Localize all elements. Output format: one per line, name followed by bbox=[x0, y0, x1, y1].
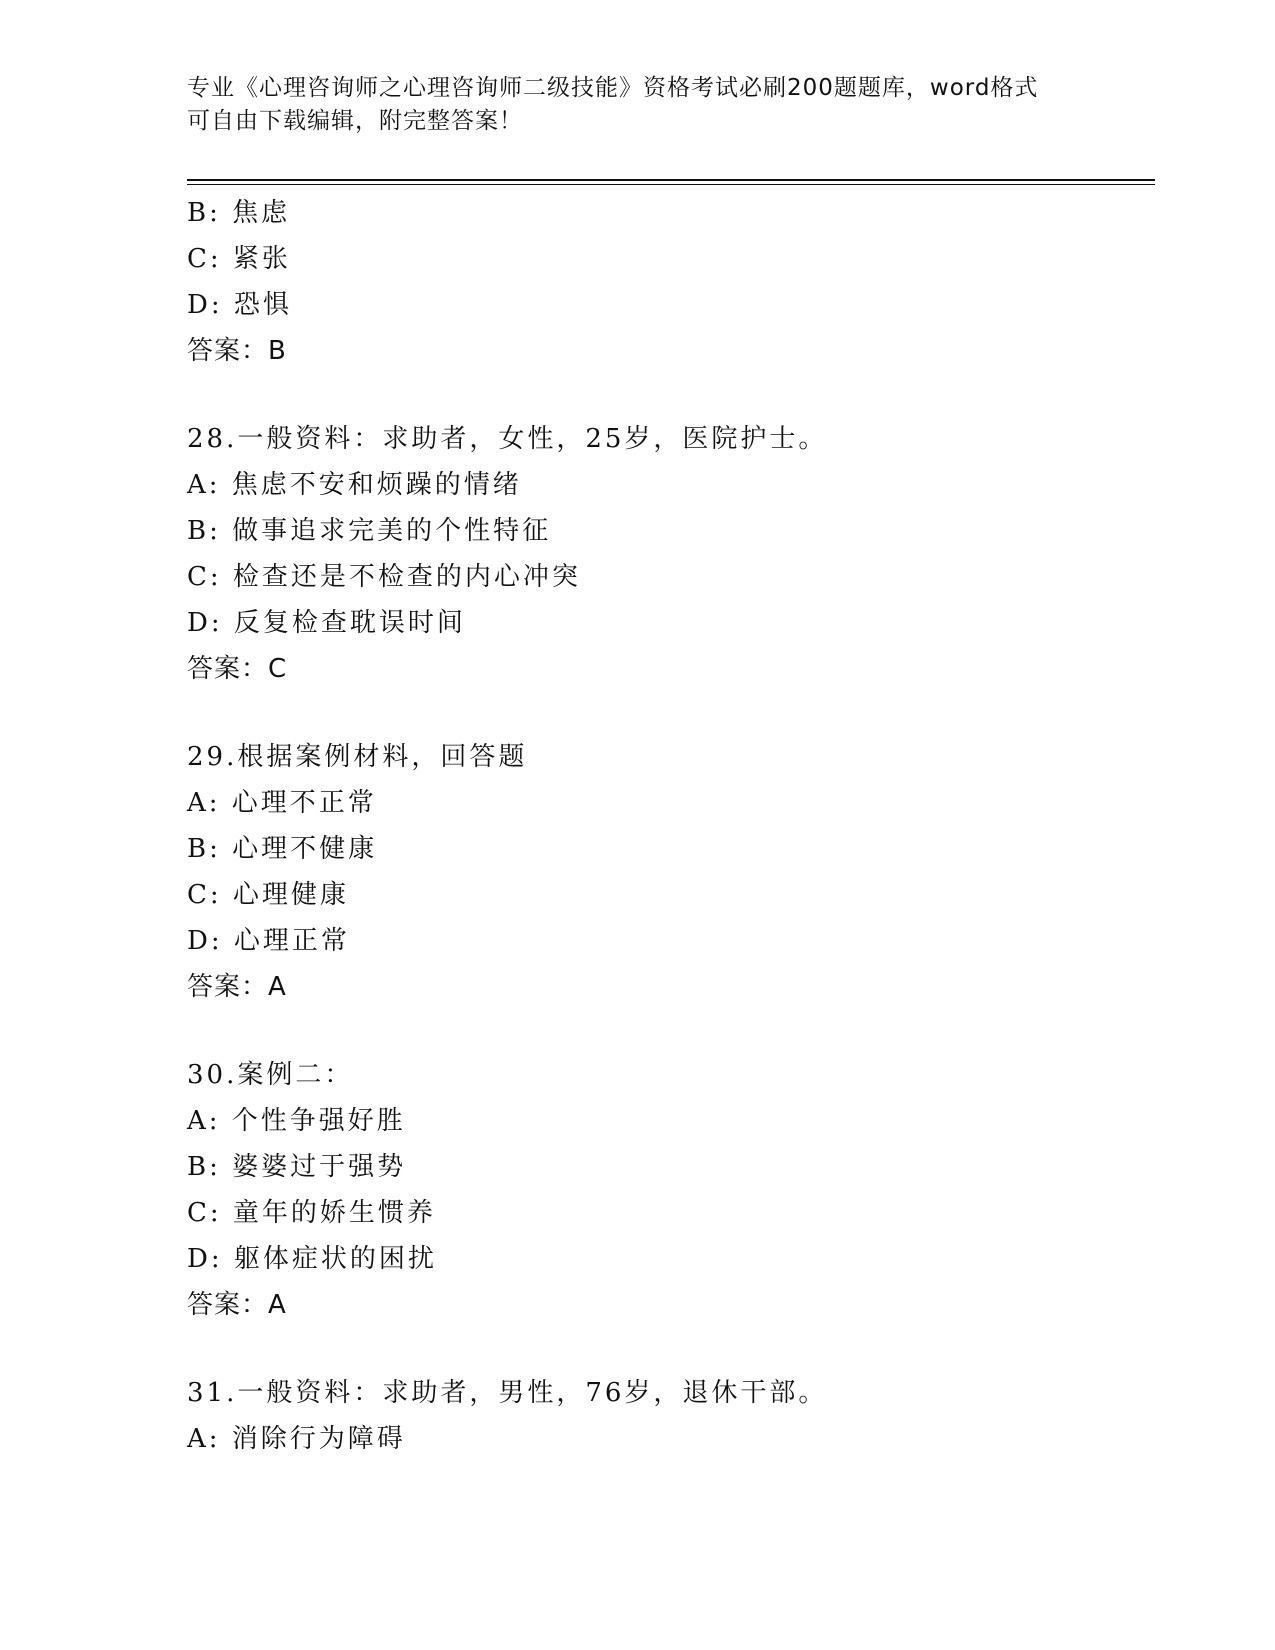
question-block bbox=[187, 1052, 1147, 1328]
option-line: D: 反复检查耽误时间 bbox=[187, 608, 466, 638]
question-block bbox=[187, 416, 1147, 692]
answer-line: 答案：C bbox=[187, 654, 288, 684]
question-content bbox=[187, 190, 1147, 1462]
option-line: C: 检查还是不检查的内心冲突 bbox=[187, 562, 581, 592]
question-block bbox=[187, 734, 1147, 1010]
question-stem: 30.案例二： bbox=[187, 1060, 354, 1090]
answer-line: 答案：B bbox=[187, 336, 287, 366]
answer-line: 答案：A bbox=[187, 1290, 287, 1320]
option-line: A: 心理不正常 bbox=[187, 788, 377, 818]
option-line: A: 消除行为障碍 bbox=[187, 1424, 406, 1454]
answer-line: 答案：A bbox=[187, 972, 287, 1002]
question-stem: 31.一般资料：求助者，男性，76岁，退休干部。 bbox=[187, 1378, 828, 1408]
option-line: A: 焦虑不安和烦躁的情绪 bbox=[187, 470, 522, 500]
question-stem: 29.根据案例材料，回答题 bbox=[187, 742, 528, 772]
header-divider bbox=[187, 179, 1155, 181]
header-divider-thin bbox=[187, 184, 1155, 185]
option-line: B: 做事追求完美的个性特征 bbox=[187, 516, 552, 546]
option-line: D: 心理正常 bbox=[187, 926, 350, 956]
option-line: B: 焦虑 bbox=[187, 198, 291, 228]
option-line: C: 心理健康 bbox=[187, 880, 349, 910]
option-line: B: 心理不健康 bbox=[187, 834, 378, 864]
option-line: B: 婆婆过于强势 bbox=[187, 1152, 407, 1182]
option-line: D: 恐惧 bbox=[187, 290, 292, 320]
document-header bbox=[187, 72, 1087, 138]
option-line: C: 紧张 bbox=[187, 244, 291, 274]
question-block bbox=[187, 1370, 1147, 1462]
option-line: A: 个性争强好胜 bbox=[187, 1106, 406, 1136]
option-line: C: 童年的娇生惯养 bbox=[187, 1198, 436, 1228]
question-stem: 28.一般资料：求助者，女性，25岁，医院护士。 bbox=[187, 424, 828, 454]
header-line-1: 专业《心理咨询师之心理咨询师二级技能》资格考试必刷200题题库，word格式 bbox=[187, 75, 1039, 101]
option-line: D: 躯体症状的困扰 bbox=[187, 1244, 437, 1274]
header-line-2: 可自由下载编辑，附完整答案！ bbox=[187, 108, 523, 134]
